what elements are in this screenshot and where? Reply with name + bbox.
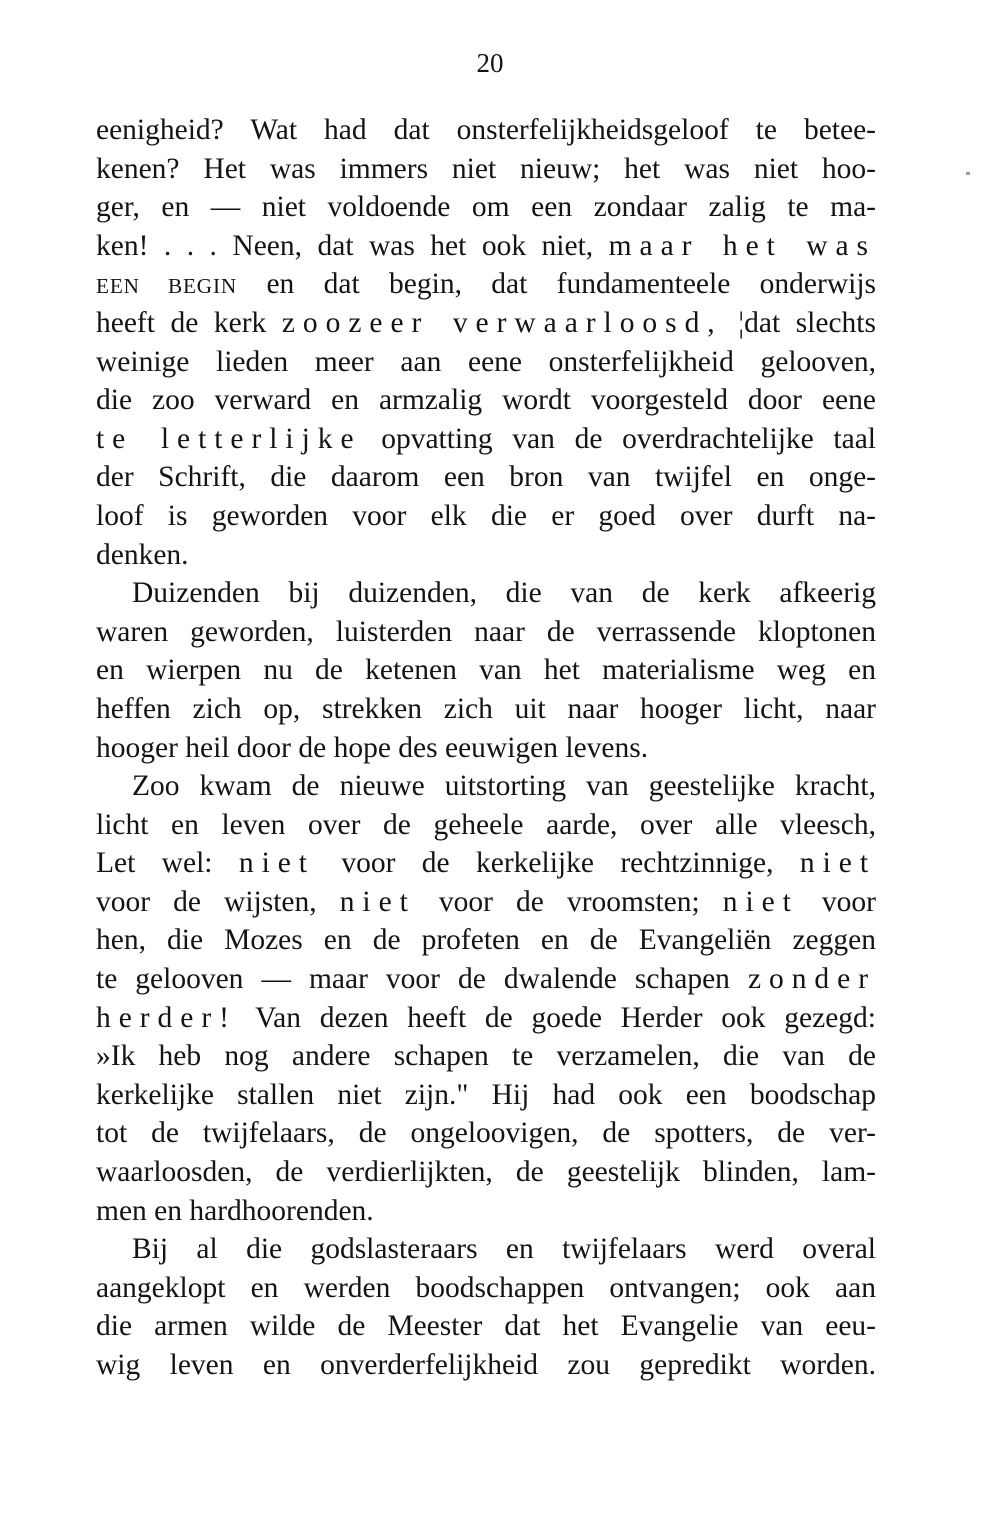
text-run: hen, die Mozes en de profeten en de Evangeliën zeggen (96, 924, 876, 957)
text-run: licht en leven over de geheele aarde, over alle vleesch, (96, 808, 876, 841)
text-line (96, 999, 876, 1038)
text-line (96, 265, 876, 304)
text-run: Duizenden bij duizenden, die van de kerk afkeerig (132, 577, 876, 610)
text-run: loof is geworden voor elk die er goed over durft na- (96, 499, 876, 532)
text-line (96, 1346, 876, 1385)
body-text (96, 111, 876, 1385)
text-run: »Ik heb nog andere schapen te verzamelen, die van de (96, 1040, 876, 1073)
text-line (96, 150, 876, 189)
page-number: 20 (476, 48, 504, 78)
text-run: denken. (96, 538, 189, 571)
text-line (96, 651, 876, 690)
scan-speck (966, 172, 970, 175)
text-run: tot de twijfelaars, de ongeloovigen, de spotters, de ver- (96, 1117, 876, 1150)
emphasis-spaced-run: niet (722, 885, 799, 918)
text-run: te gelooven — maar voor de dwalende schapen (96, 963, 748, 996)
text-line (96, 729, 876, 768)
text-run: ken! . . . Neen, dat was het ook niet, (96, 229, 609, 262)
text-line (96, 227, 876, 266)
text-line (96, 343, 876, 382)
text-run: voor (798, 885, 876, 918)
text-run: ger, en — niet voldoende om een zondaar zalig te ma- (96, 191, 876, 224)
text-line (96, 883, 876, 922)
text-run: kenen? Het was immers niet nieuw; het was niet hoo- (96, 152, 876, 185)
text-run: wig leven en onverderfelijkheid zou gepredikt worden. (96, 1349, 876, 1381)
text-run: die zoo verward en armzalig wordt voorgesteld door eene (96, 384, 876, 417)
emphasis-spaced-run: herder! (96, 1001, 237, 1034)
text-run: kerkelijke stallen niet zijn." Hij had ook een boodschap (96, 1078, 876, 1111)
text-run: en dat begin, dat fundamenteele onderwijs (237, 268, 877, 301)
text-run: men en hardhoorenden. (96, 1194, 374, 1227)
text-line (96, 844, 876, 883)
text-run: voor de wijsten, (96, 885, 340, 918)
text-run: heffen zich op, strekken zich uit naar hooger licht, naar (96, 692, 876, 725)
text-line (96, 420, 876, 459)
text-run: voor de vroomsten; (415, 885, 723, 918)
text-line (96, 690, 876, 729)
emphasis-spaced-run: zoozeer verwaarloosd, (281, 306, 723, 339)
text-line (96, 1269, 876, 1308)
emphasis-spaced-run: niet (799, 847, 876, 880)
text-run: weinige lieden meer aan eene onsterfelijkheid gelooven, (96, 345, 876, 378)
emphasis-spaced-run: te letterlijke (96, 422, 362, 455)
text-run: eenigheid? Wat had dat onsterfelijkheidsgeloof te betee- (96, 114, 876, 146)
text-run: en wierpen nu de ketenen van het materialisme weg en (96, 654, 876, 687)
emphasis-spaced-run: niet (238, 847, 315, 880)
text-line (96, 1153, 876, 1192)
text-line (96, 921, 876, 960)
text-run: waarloosden, de verdierlijkten, de geestelijk blinden, lam- (96, 1156, 876, 1189)
text-line (96, 381, 876, 420)
text-line (96, 188, 876, 227)
text-run: ¦dat slechts (722, 306, 876, 339)
text-run: der Schrift, die daarom een bron van twijfel en onge- (96, 461, 876, 494)
text-line (96, 767, 876, 806)
text-line (96, 613, 876, 652)
text-run: die armen wilde de Meester dat het Evangelie van eeu- (96, 1310, 876, 1343)
text-line (96, 304, 876, 343)
text-run: Van dezen heeft de goede Herder ook gezegd: (236, 1001, 876, 1034)
text-run: aangeklopt en werden boodschappen ontvangen; ook aan (96, 1271, 876, 1304)
text-run: Bij al die godslasteraars en twijfelaars werd overal (132, 1233, 876, 1266)
text-line (96, 1076, 876, 1115)
text-line (96, 960, 876, 999)
emphasis-spaced-run: zonder (747, 963, 876, 996)
text-run: opvatting van de overdrachtelijke taal (361, 422, 876, 455)
text-line (96, 458, 876, 497)
text-run: hooger heil door de hope des eeuwigen levens. (96, 731, 649, 764)
small-caps-run: EEN BEGIN (96, 274, 238, 299)
emphasis-spaced-run: niet (339, 885, 416, 918)
text-run: Let wel: (96, 847, 239, 880)
text-line (96, 1192, 876, 1231)
text-line (96, 1037, 876, 1076)
text-line (96, 1114, 876, 1153)
text-run: voor de kerkelijke rechtzinnige, (314, 847, 800, 880)
text-line (96, 536, 876, 575)
text-line (96, 111, 876, 150)
text-line (96, 574, 876, 613)
text-run: Zoo kwam de nieuwe uitstorting van geestelijke kracht, (132, 770, 876, 803)
text-line (96, 806, 876, 845)
text-line (96, 1307, 876, 1346)
text-line (96, 1230, 876, 1269)
text-line (96, 497, 876, 536)
emphasis-spaced-run: maar het was (608, 229, 876, 262)
text-run: heeft de kerk (96, 306, 282, 339)
text-run: waren geworden, luisterden naar de verrassende kloptonen (96, 615, 876, 648)
